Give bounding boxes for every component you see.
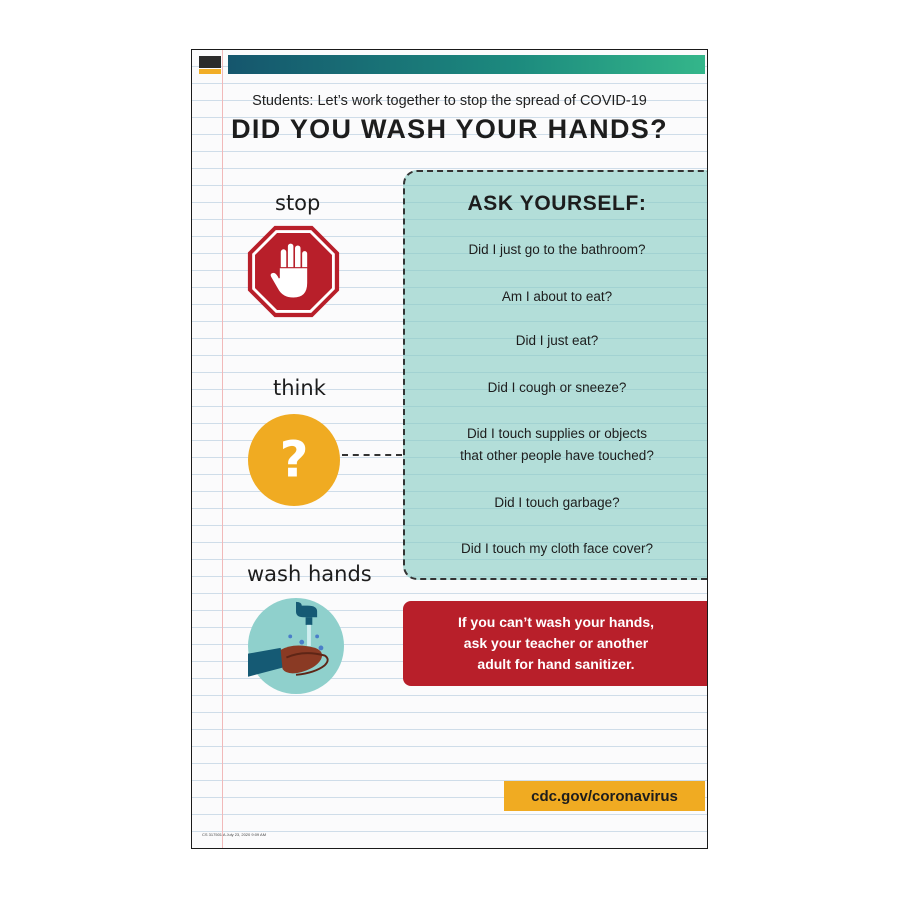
step-label-wash-hands: wash hands [247, 562, 372, 586]
cdc-url-link[interactable]: cdc.gov/coronavirus [504, 781, 705, 811]
svg-text:?: ? [279, 430, 309, 489]
poster-subtitle: Students: Let’s work together to stop the spread of COVID-19 [252, 93, 647, 109]
step-label-think: think [273, 376, 326, 400]
ask-yourself-panel [403, 170, 708, 580]
question-item: Did I touch my cloth face cover? [460, 541, 654, 556]
dashed-connector [342, 454, 402, 456]
question-item: Am I about to eat? [501, 289, 613, 304]
question-item: Did I just eat? [515, 333, 599, 348]
step-label-stop: stop [275, 191, 321, 215]
poster [191, 49, 708, 849]
stop-hand-icon [246, 224, 341, 319]
question-item: Did I just go to the bathroom? [468, 242, 646, 257]
question-item: Did I touch garbage? [494, 495, 620, 510]
header-gradient-bar [228, 55, 705, 74]
sanitizer-note-line: ask your teacher or another [463, 635, 649, 651]
sanitizer-note-line: If you can’t wash your hands, [457, 614, 655, 630]
question-item: Did I cough or sneeze? [487, 380, 627, 395]
header-dark-block [199, 56, 221, 68]
question-item: Did I touch supplies or objects [466, 426, 648, 441]
footnote: CS 317501 A July 23, 2020 9:09 AM [202, 832, 267, 837]
poster-title: DID YOU WASH YOUR HANDS? [231, 114, 668, 144]
sanitizer-note-line: adult for hand sanitizer. [477, 656, 635, 672]
question-mark-icon [248, 414, 340, 506]
ask-yourself-title: ASK YOURSELF: [467, 192, 647, 215]
handwashing-icon [248, 598, 344, 694]
question-item: that other people have touched? [460, 448, 654, 463]
sanitizer-note [403, 601, 708, 686]
